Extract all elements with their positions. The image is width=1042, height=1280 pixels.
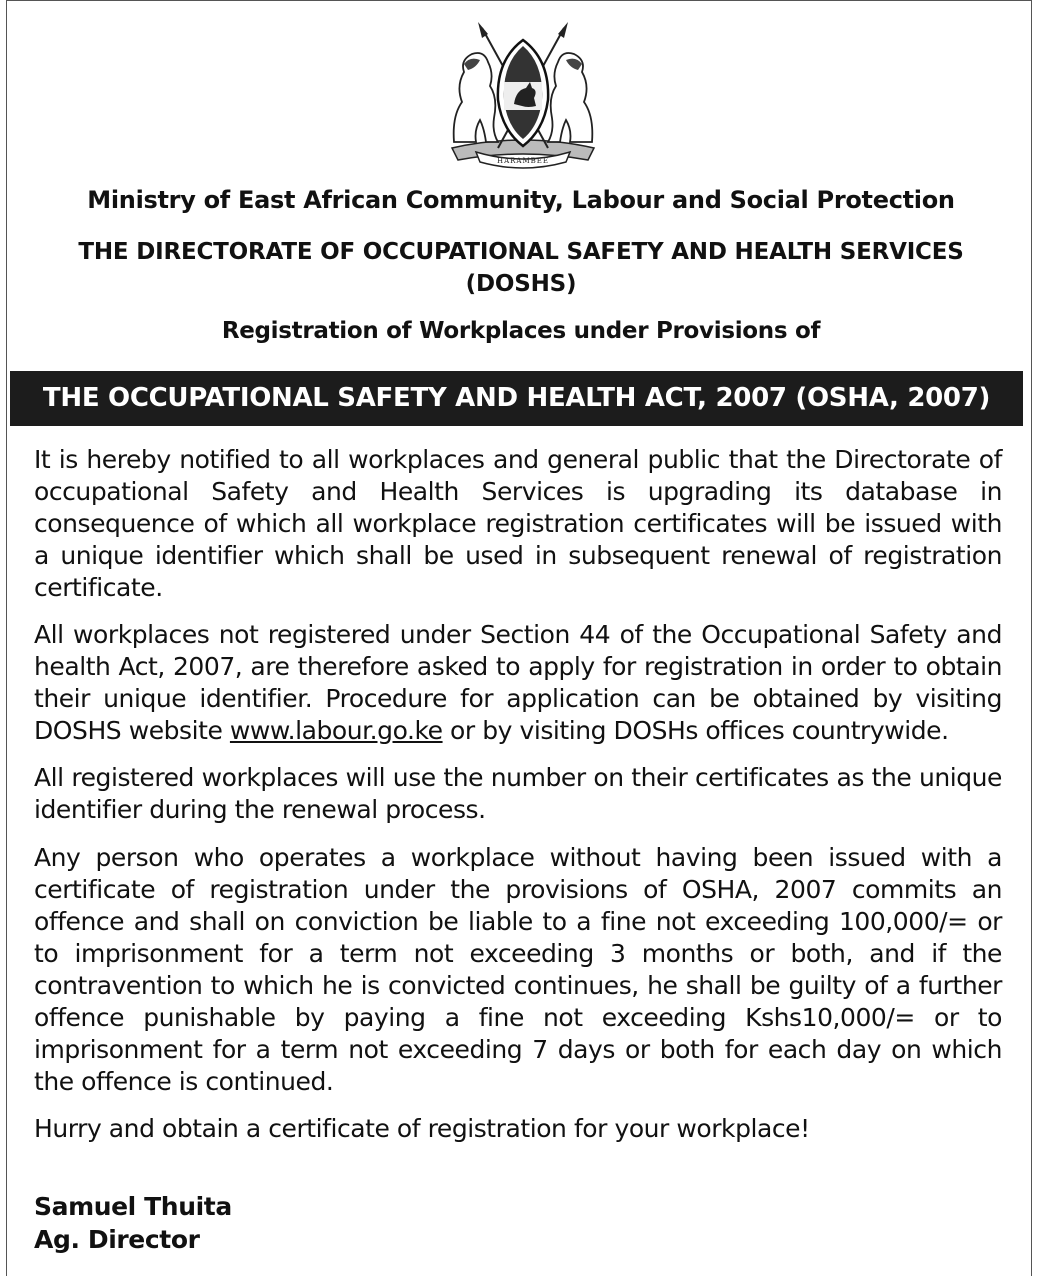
paragraph-penalty: Any person who operates a workplace without having been issued with a certificate of registration under the provisions of OSHA, 2007 commits an offence and shall on conviction be liable to a fine not exceeding 100,000/= or to imprisonment for a term not exceeding 3 months or both, and if the contravention to which he is convicted continues, he shall be guilty of a further offence punishable by paying a fine not exceeding Kshs10,000/= or to imprisonment for a term not exceeding 7 days or both for each day on which the offence is continued. (34, 843, 1002, 1096)
paragraph-renewal: All registered workplaces will use the number on their certificates as the unique identifier during the renewal process. (34, 763, 1002, 824)
act-title-banner: THE OCCUPATIONAL SAFETY AND HEALTH ACT, 2007 (OSHA, 2007) (10, 371, 1023, 426)
paragraph-notice: It is hereby notified to all workplaces and general public that the Directorate of occupational Safety and Health Services is upgrading its database in consequence of which all workplace registration certificates will be issued with a unique identifier which shall be used in subsequent renewal of registration certificate. (34, 445, 1002, 602)
directorate-title-line1: THE DIRECTORATE OF OCCUPATIONAL SAFETY AND HEALTH SERVICES (78, 239, 964, 265)
paragraph-call-to-action: Hurry and obtain a certificate of registration for your workplace! (34, 1114, 810, 1143)
directorate-title (0, 236, 1042, 300)
ministry-name: Ministry of East African Community, Labour and Social Protection (87, 186, 955, 214)
directorate-title-line2: (DOSHS) (465, 271, 577, 297)
coat-of-arms-emblem (438, 20, 608, 170)
paragraph-registration (34, 619, 1002, 747)
paragraph-registration-tail: or by visiting DOSHs offices countrywide. (442, 716, 949, 745)
paragraph-registration-text: All workplaces not registered under Section 44 of the Occupational Safety and health Act, 2007, are therefore asked to apply for registration in order to obtain their unique identifier. Procedure for application can be obtained by visiting DOSHS website (34, 620, 1002, 745)
registration-subtitle: Registration of Workplaces under Provisions of (221, 318, 821, 344)
svg-text:HARAMBEE: HARAMBEE (496, 157, 550, 165)
signatory-name: Samuel Thuita (34, 1192, 232, 1221)
signatory-title: Ag. Director (34, 1225, 200, 1254)
website-link[interactable]: www.labour.go.ke (229, 716, 443, 745)
